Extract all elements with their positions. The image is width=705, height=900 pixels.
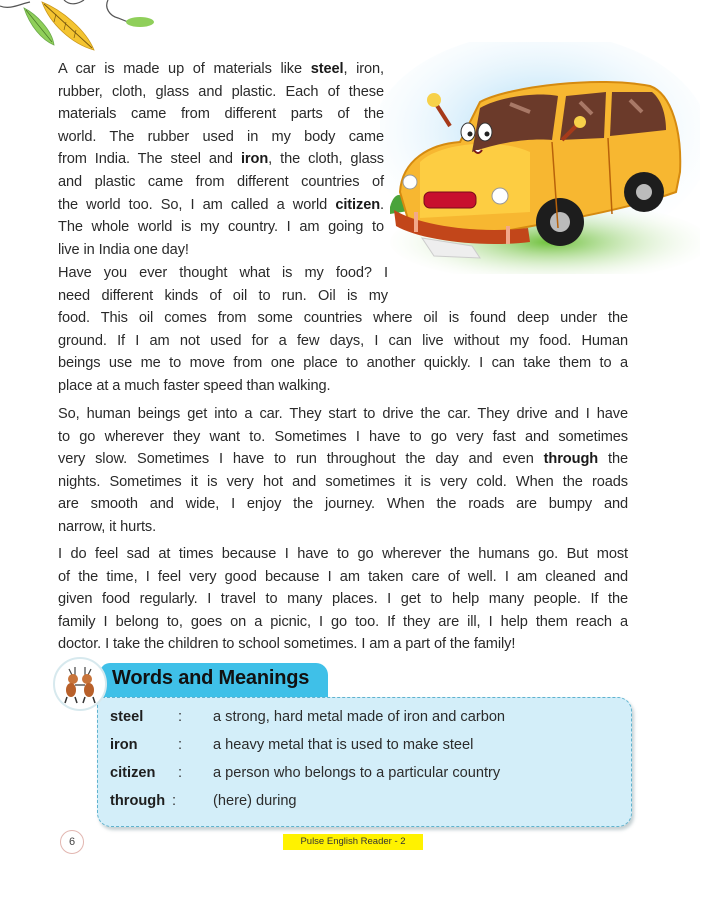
- glossary-colon: :: [172, 793, 177, 809]
- paragraph-food: [58, 262, 628, 398]
- text-line: Have you ever thought what is my food? I: [58, 265, 388, 281]
- keyword-through: through: [543, 451, 599, 468]
- text-line: very slow. Sometimes I have to run throughout the day and even through the: [58, 451, 628, 468]
- glossary-term: steel: [110, 709, 144, 725]
- paragraph-driving: [58, 403, 628, 539]
- glossary-term: iron: [110, 737, 138, 753]
- text-line: I do feel sad at times because I have to go wherever the humans go. But most: [58, 546, 628, 562]
- glossary-term: through: [110, 793, 166, 809]
- glossary-definition: a person who belongs to a particular country: [213, 765, 501, 781]
- text-line: from India. The steel and iron, the cloth, glass: [58, 151, 385, 168]
- text-line: materials came from different parts of the: [58, 106, 384, 123]
- glossary-colon: :: [178, 737, 183, 753]
- glossary-colon: :: [178, 709, 183, 725]
- text-line: So, human beings get into a car. They start to drive the car. They drive and I have: [58, 406, 628, 422]
- text-line: nights. Sometimes it is very hot and sometimes it is very cold. When the roads: [58, 473, 628, 490]
- text-line: given food regularly. I travel to many places. I get to help many people. If the: [58, 591, 628, 608]
- text-line: food. This oil comes from some countries where oil is found deep under the: [58, 310, 628, 327]
- text-line: live in India one day!: [58, 241, 189, 258]
- text-line: of the time, I feel very good because I am taken care of well. I am cleaned and: [58, 568, 628, 585]
- text-line: family I belong to, goes on a picnic, I go too. If they are ill, I help them reach a: [58, 613, 628, 630]
- text-line: to go wherever they want to. Sometimes I have to go very fast and sometimes: [58, 428, 628, 445]
- text-line: and plastic came from different countries of: [58, 173, 384, 190]
- text-line: The whole world is my country. I am going to: [58, 219, 384, 236]
- glossary-definition: a heavy metal that is used to make steel: [213, 737, 474, 753]
- glossary-definition: (here) during: [213, 793, 297, 809]
- glossary-box: [97, 697, 632, 827]
- text-line: narrow, it hurts.: [58, 518, 157, 535]
- text-line: rubber, cloth, glass and plastic. Each of these: [58, 83, 384, 100]
- text-line: need different kinds of oil to run. Oil is my: [58, 287, 388, 304]
- text-line: doctor. I take the children to school sometimes. I am a part of the family!: [58, 636, 516, 653]
- text-line: are smooth and wide, I enjoy the journey. When the roads are bumpy and: [58, 496, 628, 513]
- text-line: world. The rubber used in my body came: [58, 128, 384, 145]
- text-line: A car is made up of materials like steel, iron,: [58, 61, 385, 77]
- book-title-footer: Pulse English Reader - 2: [283, 834, 423, 850]
- text-line: the world too. So, I am called a world citizen.: [58, 196, 384, 213]
- smiling-car-illustration: [380, 42, 700, 274]
- text-line: place at a much faster speed than walking.: [58, 377, 331, 394]
- glossary-definition: a strong, hard metal made of iron and carbon: [213, 709, 506, 725]
- text-line: ground. If I am not used for a few days, I can live without my food. Human: [58, 332, 628, 349]
- paragraph-materials: [58, 58, 384, 261]
- leaves-vine-icon: [0, 0, 160, 60]
- keyword-steel: steel: [310, 61, 344, 77]
- ants-icon: [53, 657, 107, 711]
- paragraph-family: [58, 543, 628, 656]
- glossary-term: citizen: [110, 765, 156, 781]
- text-line: beings use me to move from one place to another quickly. I can take them to a: [58, 355, 628, 372]
- glossary-colon: :: [178, 765, 183, 781]
- keyword-citizen: citizen: [335, 196, 381, 213]
- page-number: 6: [60, 830, 84, 854]
- keyword-iron: iron: [240, 151, 269, 168]
- glossary-title: Words and Meanings: [112, 667, 310, 689]
